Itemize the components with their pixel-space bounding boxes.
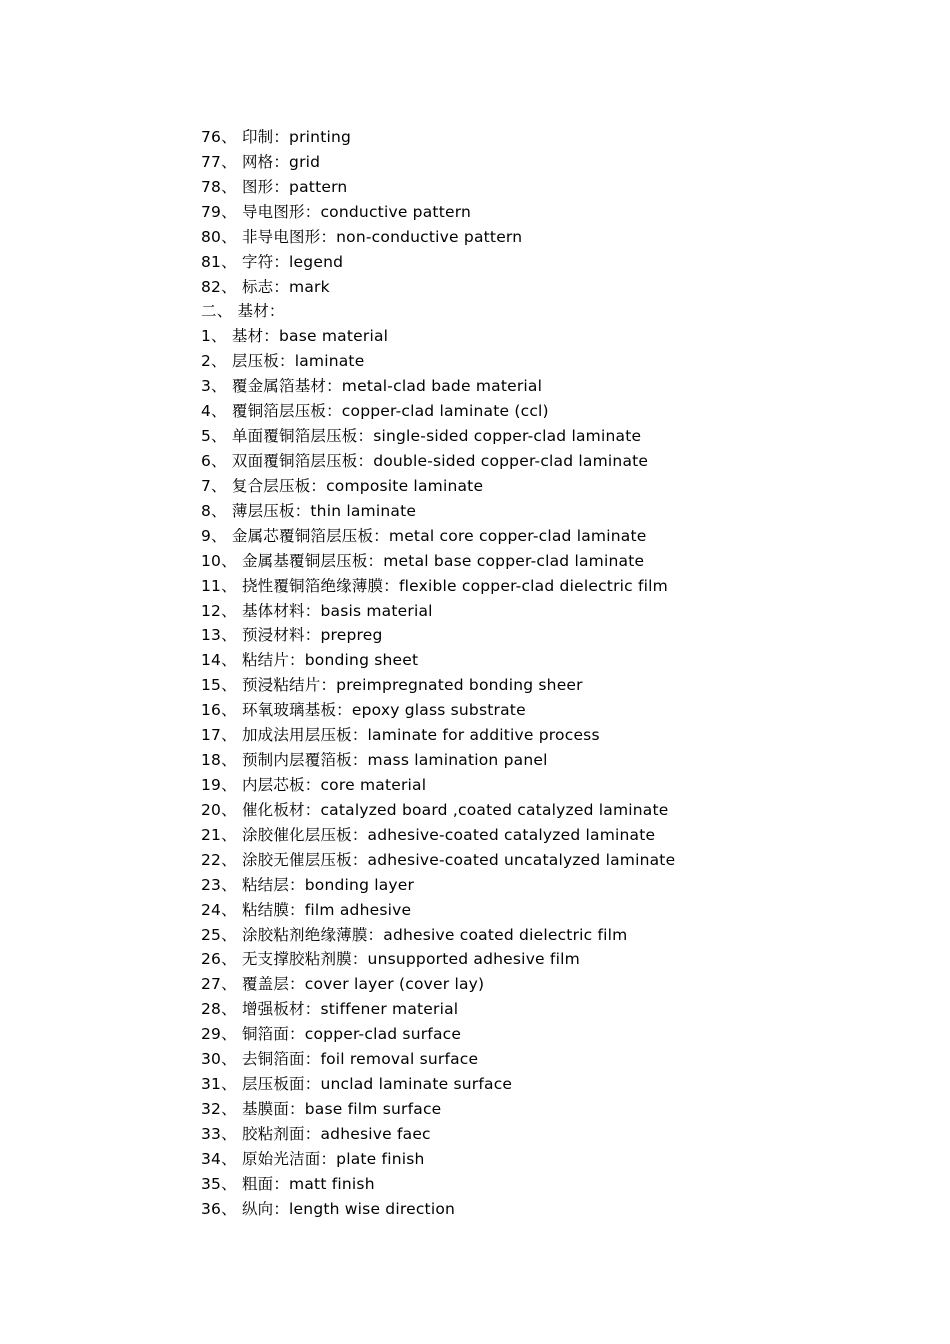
glossary-entry: 34、 原始光洁面：plate finish bbox=[201, 1149, 425, 1168]
glossary-entry: 31、 层压板面：unclad laminate surface bbox=[201, 1075, 513, 1094]
glossary-entry: 5、 单面覆铜箔层压板：single-sided copper-clad laminate bbox=[201, 427, 642, 446]
glossary-entry: 1、 基材：base material bbox=[201, 327, 389, 346]
glossary-entry: 28、 增强板材：stiffener material bbox=[201, 1000, 459, 1019]
glossary-entry: 77、 网格：grid bbox=[201, 152, 321, 171]
glossary-entry: 16、 环氧玻璃基板：epoxy glass substrate bbox=[201, 701, 526, 720]
glossary-entry: 19、 内层芯板：core material bbox=[201, 775, 427, 794]
glossary-entry: 3、 覆金属箔基材：metal-clad bade material bbox=[201, 377, 543, 396]
glossary-entry: 82、 标志：mark bbox=[201, 277, 330, 296]
glossary-entry: 13、 预浸材料：prepreg bbox=[201, 626, 383, 645]
glossary-entry: 20、 催化板材：catalyzed board ,coated catalyzed laminate bbox=[201, 800, 669, 819]
glossary-entry: 80、 非导电图形：non-conductive pattern bbox=[201, 227, 523, 246]
glossary-entry: 22、 涂胶无催层压板：adhesive-coated uncatalyzed laminate bbox=[201, 850, 676, 869]
glossary-entry: 21、 涂胶催化层压板：adhesive-coated catalyzed laminate bbox=[201, 825, 656, 844]
glossary-entry: 76、 印制：printing bbox=[201, 128, 352, 146]
glossary-entry: 78、 图形：pattern bbox=[201, 177, 348, 196]
glossary-entry: 33、 胶粘剂面：adhesive faec bbox=[201, 1124, 431, 1143]
glossary-entry: 2、 层压板：laminate bbox=[201, 352, 365, 371]
glossary-entry: 27、 覆盖层：cover layer (cover lay) bbox=[201, 975, 485, 994]
glossary-entry: 15、 预浸粘结片：preimpregnated bonding sheer bbox=[201, 676, 583, 695]
glossary-entry: 35、 粗面：matt finish bbox=[201, 1174, 375, 1193]
glossary-entry: 32、 基膜面：base film surface bbox=[201, 1099, 442, 1118]
glossary-entry: 24、 粘结膜：film adhesive bbox=[201, 900, 412, 919]
section-heading: 二、 基材： bbox=[201, 302, 285, 321]
glossary-entry: 36、 纵向：length wise direction bbox=[201, 1199, 456, 1218]
glossary-entry: 8、 薄层压板：thin laminate bbox=[201, 501, 417, 520]
glossary-entry: 11、 挠性覆铜箔绝缘薄膜：flexible copper-clad dielectric film bbox=[201, 576, 668, 595]
glossary-list bbox=[201, 125, 675, 1222]
glossary-entry: 30、 去铜箔面：foil removal surface bbox=[201, 1050, 479, 1069]
glossary-entry: 25、 涂胶粘剂绝缘薄膜：adhesive coated dielectric film bbox=[201, 925, 628, 944]
glossary-entry: 9、 金属芯覆铜箔层压板：metal core copper-clad laminate bbox=[201, 526, 647, 545]
glossary-entry: 17、 加成法用层压板：laminate for additive process bbox=[201, 726, 600, 745]
glossary-entry: 4、 覆铜箔层压板：copper-clad laminate (ccl) bbox=[201, 402, 549, 421]
glossary-entry: 7、 复合层压板：composite laminate bbox=[201, 476, 484, 495]
glossary-entry: 18、 预制内层覆箔板：mass lamination panel bbox=[201, 751, 548, 770]
glossary-entry: 26、 无支撑胶粘剂膜：unsupported adhesive film bbox=[201, 950, 580, 969]
glossary-entry: 81、 字符：legend bbox=[201, 252, 344, 271]
glossary-entry: 6、 双面覆铜箔层压板：double-sided copper-clad laminate bbox=[201, 451, 649, 470]
glossary-entry: 14、 粘结片：bonding sheet bbox=[201, 651, 419, 670]
glossary-entry: 23、 粘结层：bonding layer bbox=[201, 875, 415, 894]
glossary-entry: 29、 铜箔面：copper-clad surface bbox=[201, 1025, 462, 1044]
glossary-entry: 79、 导电图形：conductive pattern bbox=[201, 202, 472, 221]
glossary-entry: 10、 金属基覆铜层压板：metal base copper-clad laminate bbox=[201, 551, 645, 570]
glossary-entry: 12、 基体材料：basis material bbox=[201, 601, 433, 620]
